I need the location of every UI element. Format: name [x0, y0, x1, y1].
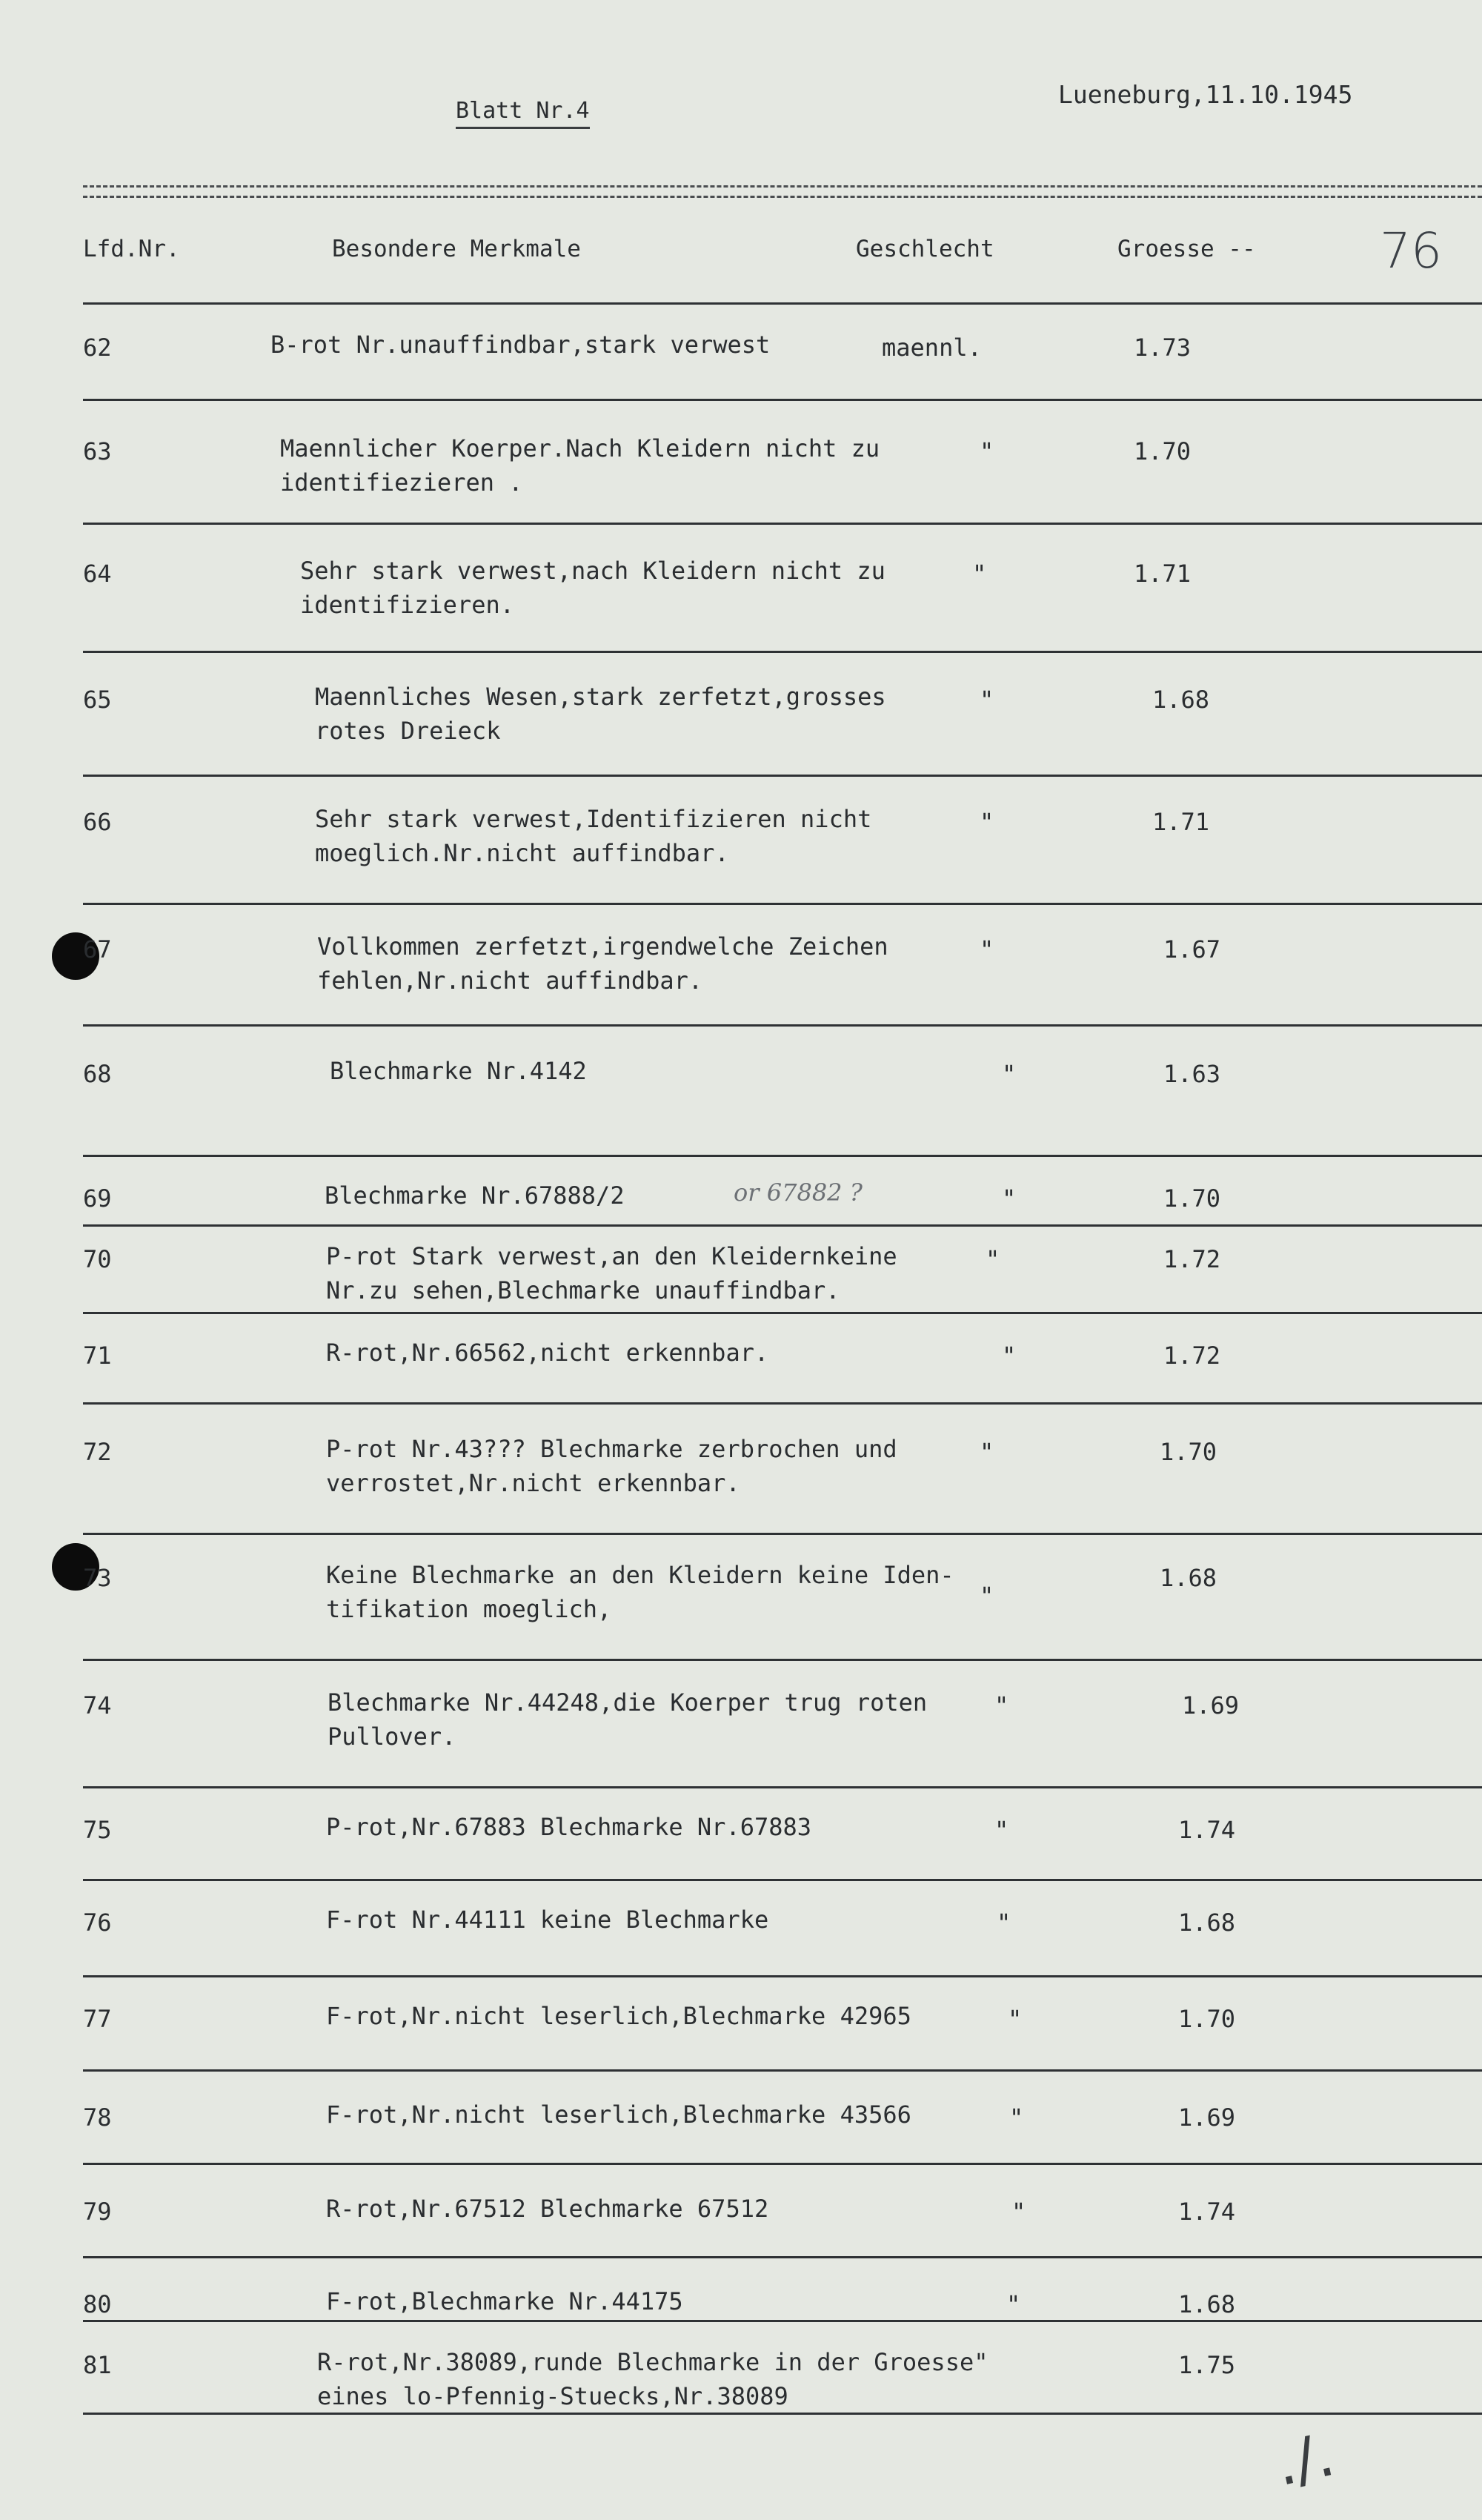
row-divider	[83, 1224, 1482, 1227]
column-header-size: Groesse --	[1117, 236, 1256, 262]
entry-number: 68	[83, 1060, 112, 1088]
entry-number: 65	[83, 686, 112, 714]
entry-number: 66	[83, 808, 112, 836]
row-divider	[83, 399, 1482, 401]
continuation-mark: ./.	[1269, 2419, 1340, 2500]
entry-description: Maennliches Wesen,stark zerfetzt,grosses rotes Dreieck	[315, 683, 886, 745]
entry-size: 1.70	[1178, 2005, 1236, 2033]
entry-description: R-rot,Nr.67512 Blechmarke 67512	[326, 2195, 769, 2223]
entry-size: 1.73	[1134, 334, 1192, 362]
entry-description: Sehr stark verwest,nach Kleidern nicht zu identifizieren.	[300, 557, 885, 619]
row-divider	[83, 1402, 1482, 1405]
entry-sex: "	[980, 1438, 994, 1466]
row-divider	[83, 1024, 1482, 1027]
entry-sex: "	[986, 1245, 1000, 1273]
entry-number: 70	[83, 1245, 112, 1273]
header-double-rule	[83, 185, 1482, 198]
entry-description: F-rot,Blechmarke Nr.44175	[326, 2287, 683, 2315]
entry-description: F-rot,Nr.nicht leserlich,Blechmarke 43566	[326, 2100, 911, 2129]
entry-size: 1.67	[1163, 935, 1221, 964]
entry-sex: "	[980, 686, 994, 714]
entry-size: 1.69	[1182, 1691, 1240, 1720]
row-divider	[83, 903, 1482, 905]
entry-description: F-rot Nr.44111 keine Blechmarke	[326, 1906, 769, 1934]
entry-number: 74	[83, 1691, 112, 1720]
entry-size: 1.71	[1152, 808, 1210, 836]
row-divider	[83, 1786, 1482, 1788]
entry-sex: "	[980, 935, 994, 964]
row-divider	[83, 1659, 1482, 1661]
entry-description: F-rot,Nr.nicht leserlich,Blechmarke 42965	[326, 2002, 911, 2030]
entry-description: Blechmarke Nr.44248,die Koerper trug roten Pullover.	[328, 1688, 928, 1751]
entry-number: 76	[83, 1909, 112, 1937]
entry-number: 79	[83, 2198, 112, 2226]
entry-sex: "	[980, 1582, 994, 1610]
entry-number: 77	[83, 2005, 112, 2033]
entry-number: 63	[83, 437, 112, 465]
row-divider	[83, 1155, 1482, 1157]
entry-size: 1.70	[1134, 437, 1192, 465]
row-divider	[83, 1533, 1482, 1535]
entry-sex: "	[1002, 1060, 1017, 1088]
entry-number: 62	[83, 334, 112, 362]
entry-sex: "	[972, 560, 987, 588]
entry-number: 73	[83, 1564, 112, 1592]
entry-description: P-rot,Nr.67883 Blechmarke Nr.67883	[326, 1813, 812, 1841]
entry-number: 75	[83, 1816, 112, 1844]
entry-sex: "	[1002, 1342, 1017, 1370]
entry-number: 80	[83, 2290, 112, 2318]
entry-number: 69	[83, 1184, 112, 1213]
entry-size: 1.70	[1163, 1184, 1221, 1213]
row-divider	[83, 2256, 1482, 2258]
entry-number: 71	[83, 1342, 112, 1370]
entry-description: R-rot,Nr.66562,nicht erkennbar.	[326, 1339, 769, 1367]
entry-description: P-rot Stark verwest,an den Kleidernkeine Nr.zu sehen,Blechmarke unauffindbar.	[326, 1242, 897, 1304]
row-divider	[83, 775, 1482, 777]
entry-size: 1.72	[1163, 1245, 1221, 1273]
entry-description: R-rot,Nr.38089,runde Blechmarke in der Groesse" eines lo-Pfennig-Stuecks,Nr.38089	[317, 2348, 988, 2410]
entry-sex: "	[1008, 2005, 1023, 2033]
entry-sex: "	[980, 437, 994, 465]
entry-size: 1.68	[1178, 1909, 1236, 1937]
entry-sex: "	[980, 808, 994, 836]
entry-size: 1.68	[1178, 2290, 1236, 2318]
entry-size: 1.69	[1178, 2103, 1236, 2132]
entry-size: 1.72	[1163, 1342, 1221, 1370]
entry-sex: maennl.	[882, 334, 982, 362]
row-divider	[83, 2320, 1482, 2322]
entry-description: Keine Blechmarke an den Kleidern keine Iden- tifikation moeglich,	[326, 1561, 954, 1623]
entry-description: Vollkommen zerfetzt,irgendwelche Zeichen fehlen,Nr.nicht auffindbar.	[317, 932, 888, 995]
entry-number: 81	[83, 2351, 112, 2379]
entry-description: Blechmarke Nr.4142	[330, 1057, 587, 1085]
column-header-nr: Lfd.Nr.	[83, 236, 180, 262]
entry-number: 72	[83, 1438, 112, 1466]
entry-size: 1.68	[1160, 1564, 1217, 1592]
row-divider	[83, 1312, 1482, 1314]
row-divider	[83, 2413, 1482, 2415]
handwritten-annotation: or 67882 ?	[734, 1178, 863, 1207]
row-divider	[83, 1975, 1482, 1977]
header-rule	[83, 302, 1482, 305]
entry-size: 1.75	[1178, 2351, 1236, 2379]
entry-sex: "	[994, 1816, 1009, 1844]
entry-size: 1.71	[1134, 560, 1192, 588]
entry-sex: "	[994, 1691, 1009, 1720]
entry-number: 64	[83, 560, 112, 588]
entry-size: 1.74	[1178, 1816, 1236, 1844]
row-divider	[83, 2163, 1482, 2165]
entry-number: 78	[83, 2103, 112, 2132]
row-divider	[83, 523, 1482, 525]
column-header-sex: Geschlecht	[856, 236, 994, 262]
entry-size: 1.68	[1152, 686, 1210, 714]
row-divider	[83, 1879, 1482, 1881]
entry-sex: "	[1011, 2198, 1026, 2226]
entry-sex: "	[1006, 2290, 1021, 2318]
entry-number: 67	[83, 935, 112, 964]
entry-description: P-rot Nr.43??? Blechmarke zerbrochen und verrostet,Nr.nicht erkennbar.	[326, 1435, 897, 1497]
entry-sex: "	[1002, 1184, 1017, 1213]
entry-sex: "	[997, 1909, 1011, 1937]
row-divider	[83, 651, 1482, 653]
entry-description: B-rot Nr.unauffindbar,stark verwest	[270, 331, 771, 359]
entry-size: 1.74	[1178, 2198, 1236, 2226]
row-divider	[83, 2069, 1482, 2072]
sheet-number: Blatt Nr.4	[456, 98, 590, 129]
column-header-marks: Besondere Merkmale	[332, 236, 581, 262]
archive-stamp-number: 76	[1380, 222, 1442, 279]
entry-size: 1.70	[1160, 1438, 1217, 1466]
entry-size: 1.63	[1163, 1060, 1221, 1088]
entry-description: Blechmarke Nr.67888/2	[325, 1181, 625, 1210]
entry-description: Maennlicher Koerper.Nach Kleidern nicht zu identifiezieren .	[280, 434, 880, 497]
entry-description: Sehr stark verwest,Identifizieren nicht moeglich.Nr.nicht auffindbar.	[315, 805, 872, 867]
entry-sex: "	[1009, 2103, 1024, 2132]
place-and-date: Lueneburg,11.10.1945	[1058, 80, 1353, 109]
